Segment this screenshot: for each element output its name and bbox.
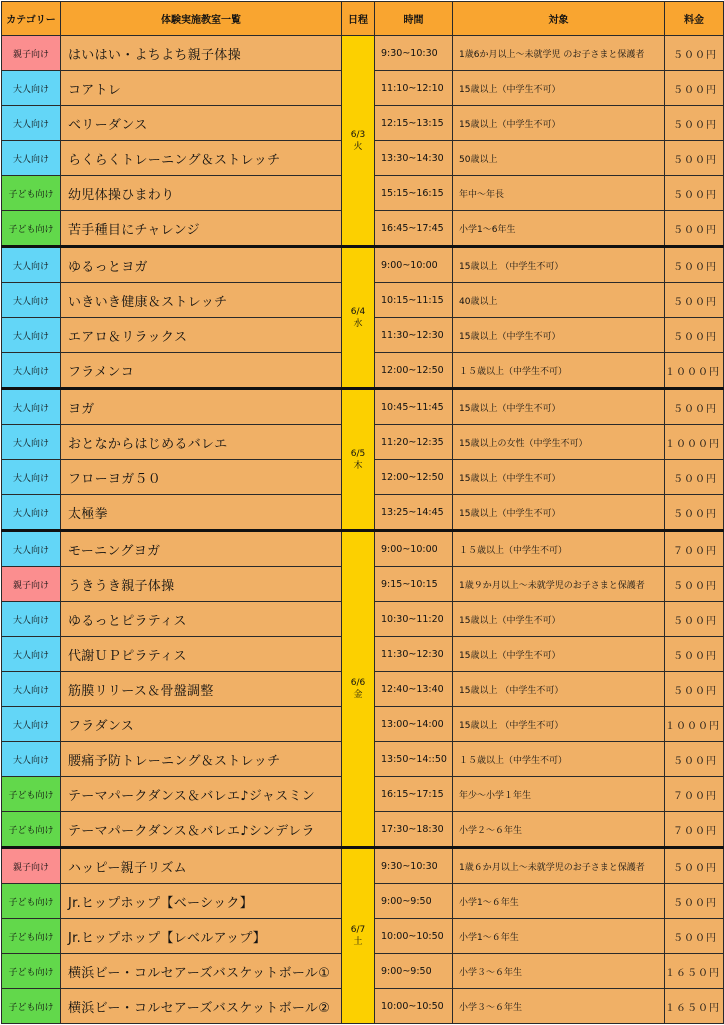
category-badge: 大人向け <box>2 707 61 742</box>
day-date: 6/7 <box>350 925 366 935</box>
class-name: 幼児体操ひまわり <box>61 176 342 211</box>
class-fee: ７００円 <box>665 531 724 567</box>
category-badge: 大人向け <box>2 460 61 495</box>
class-fee: ５００円 <box>665 176 724 211</box>
class-time: 12:00~12:50 <box>375 353 453 389</box>
category-badge: 大人向け <box>2 425 61 460</box>
table-row <box>2 531 724 567</box>
class-name: フローヨガ５０ <box>61 460 342 495</box>
class-time: 10:15~11:15 <box>375 283 453 318</box>
category-badge: 子ども向け <box>2 812 61 848</box>
category-badge: 大人向け <box>2 106 61 141</box>
class-time: 16:45~17:45 <box>375 211 453 247</box>
class-fee: ５００円 <box>665 283 724 318</box>
day-cell <box>342 531 375 848</box>
class-fee: ５００円 <box>665 36 724 71</box>
class-time: 11:20~12:35 <box>375 425 453 460</box>
class-target: 1歳６か月以上～未就学児のお子さまと保護者 <box>453 848 665 884</box>
class-fee: ５００円 <box>665 672 724 707</box>
class-target: 15歳以上（中学生不可） <box>453 602 665 637</box>
class-name: テーマパークダンス＆バレエ♪ジャスミン <box>61 777 342 812</box>
class-fee: ５００円 <box>665 884 724 919</box>
header-date: 日程 <box>342 2 375 36</box>
class-target: 15歳以上 （中学生不可） <box>453 707 665 742</box>
class-fee: ５００円 <box>665 211 724 247</box>
class-time: 12:40~13:40 <box>375 672 453 707</box>
class-fee: ５００円 <box>665 495 724 531</box>
category-badge: 親子向け <box>2 567 61 602</box>
category-badge: 子ども向け <box>2 919 61 954</box>
class-time: 9:00~9:50 <box>375 884 453 919</box>
class-fee: ５００円 <box>665 742 724 777</box>
class-fee: ５００円 <box>665 460 724 495</box>
class-target: 15歳以上 （中学生不可） <box>453 247 665 283</box>
class-target: 40歳以上 <box>453 283 665 318</box>
class-fee: ７００円 <box>665 777 724 812</box>
class-fee: ５００円 <box>665 637 724 672</box>
day-weekday: 木 <box>353 460 363 471</box>
class-time: 17:30~18:30 <box>375 812 453 848</box>
category-badge: 親子向け <box>2 36 61 71</box>
header-target: 対象 <box>453 2 665 36</box>
class-name: フラメンコ <box>61 353 342 389</box>
class-target: 小学３～６年生 <box>453 989 665 1024</box>
class-fee: ５００円 <box>665 247 724 283</box>
day-weekday: 金 <box>353 690 363 700</box>
category-badge: 親子向け <box>2 848 61 884</box>
class-target: 15歳以上の女性（中学生不可） <box>453 425 665 460</box>
class-name: エアロ＆リラックス <box>61 318 342 353</box>
class-time: 10:00~10:50 <box>375 989 453 1024</box>
class-fee: ５００円 <box>665 71 724 106</box>
class-fee: ５００円 <box>665 848 724 884</box>
class-target: 小学２～６年生 <box>453 812 665 848</box>
category-badge: 大人向け <box>2 602 61 637</box>
class-name: うきうき親子体操 <box>61 567 342 602</box>
class-target: 小学３～６年生 <box>453 954 665 989</box>
class-target: 15歳以上（中学生不可） <box>453 637 665 672</box>
class-time: 9:30~10:30 <box>375 36 453 71</box>
class-target: 小学1～６年生 <box>453 884 665 919</box>
category-badge: 大人向け <box>2 318 61 353</box>
table-row <box>2 389 724 425</box>
class-name: Jr.ヒップホップ【ベーシック】 <box>61 884 342 919</box>
class-name: はいはい・よちよち親子体操 <box>61 36 342 71</box>
class-name: 横浜ビー・コルセアーズバスケットボール① <box>61 954 342 989</box>
class-fee: １０００円 <box>665 707 724 742</box>
class-name: 代謝ＵＰピラティス <box>61 637 342 672</box>
class-target: 50歳以上 <box>453 141 665 176</box>
class-name: Jr.ヒップホップ【レベルアップ】 <box>61 919 342 954</box>
day-cell <box>342 36 375 247</box>
day-cell <box>342 848 375 1024</box>
category-badge: 大人向け <box>2 389 61 425</box>
table-row <box>2 848 724 884</box>
class-name: モーニングヨガ <box>61 531 342 567</box>
class-fee: １０００円 <box>665 425 724 460</box>
day-weekday: 火 <box>353 141 363 152</box>
header-time: 時間 <box>375 2 453 36</box>
class-time: 10:30~11:20 <box>375 602 453 637</box>
category-badge: 子ども向け <box>2 211 61 247</box>
class-name: ゆるっとピラティス <box>61 602 342 637</box>
class-time: 11:30~12:30 <box>375 637 453 672</box>
class-time: 9:30~10:30 <box>375 848 453 884</box>
class-target: 小学1～6年生 <box>453 211 665 247</box>
class-time: 11:10~12:10 <box>375 71 453 106</box>
class-fee: ５００円 <box>665 141 724 176</box>
day-cell <box>342 247 375 389</box>
category-badge: 子ども向け <box>2 989 61 1024</box>
class-name: フラダンス <box>61 707 342 742</box>
class-time: 11:30~12:30 <box>375 318 453 353</box>
class-name: 筋膜リリース＆骨盤調整 <box>61 672 342 707</box>
schedule-body <box>2 36 724 1024</box>
class-fee: ５００円 <box>665 318 724 353</box>
class-time: 12:15~13:15 <box>375 106 453 141</box>
category-badge: 大人向け <box>2 672 61 707</box>
category-badge: 大人向け <box>2 495 61 531</box>
class-name: 横浜ビー・コルセアーズバスケットボール② <box>61 989 342 1024</box>
class-name: らくらくトレーニング＆ストレッチ <box>61 141 342 176</box>
class-time: 9:15~10:15 <box>375 567 453 602</box>
class-target: 15歳以上（中学生不可） <box>453 318 665 353</box>
class-target: １５歳以上（中学生不可） <box>453 353 665 389</box>
category-badge: 子ども向け <box>2 176 61 211</box>
category-badge: 大人向け <box>2 247 61 283</box>
day-date: 6/6 <box>350 678 366 688</box>
class-time: 9:00~10:00 <box>375 247 453 283</box>
class-time: 13:30~14:30 <box>375 141 453 176</box>
day-date: 6/4 <box>350 306 366 317</box>
class-time: 10:00~10:50 <box>375 919 453 954</box>
class-fee: １６５０円 <box>665 954 724 989</box>
class-name: 太極拳 <box>61 495 342 531</box>
class-schedule-table <box>1 1 724 1024</box>
class-target: １５歳以上（中学生不可） <box>453 531 665 567</box>
class-target: 15歳以上（中学生不可） <box>453 106 665 141</box>
class-time: 13:25~14:45 <box>375 495 453 531</box>
class-name: 腰痛予防トレーニング＆ストレッチ <box>61 742 342 777</box>
day-weekday: 水 <box>353 318 363 329</box>
class-target: 小学1～６年生 <box>453 919 665 954</box>
day-weekday: 土 <box>353 937 363 947</box>
class-name: いきいき健康＆ストレッチ <box>61 283 342 318</box>
class-fee: ５００円 <box>665 389 724 425</box>
category-badge: 大人向け <box>2 141 61 176</box>
class-name: 苦手種目にチャレンジ <box>61 211 342 247</box>
class-target: 15歳以上（中学生不可） <box>453 495 665 531</box>
day-date: 6/5 <box>350 448 366 459</box>
header-fee: 料金 <box>665 2 724 36</box>
table-row <box>2 36 724 71</box>
category-badge: 子ども向け <box>2 884 61 919</box>
class-time: 13:00~14:00 <box>375 707 453 742</box>
class-time: 13:50~14::50 <box>375 742 453 777</box>
category-badge: 大人向け <box>2 283 61 318</box>
class-time: 12:00~12:50 <box>375 460 453 495</box>
header-row <box>2 2 724 36</box>
class-name: コアトレ <box>61 71 342 106</box>
class-name: ヨガ <box>61 389 342 425</box>
class-fee: １０００円 <box>665 353 724 389</box>
class-time: 10:45~11:45 <box>375 389 453 425</box>
class-time: 16:15~17:15 <box>375 777 453 812</box>
category-badge: 大人向け <box>2 531 61 567</box>
day-date: 6/3 <box>350 129 366 140</box>
class-target: 15歳以上（中学生不可） <box>453 460 665 495</box>
class-target: 1歳6か月以上～未就学児 のお子さまと保護者 <box>453 36 665 71</box>
class-time: 15:15~16:15 <box>375 176 453 211</box>
class-target: １５歳以上（中学生不可） <box>453 742 665 777</box>
class-target: 15歳以上（中学生不可） <box>453 389 665 425</box>
header-category: カテゴリー <box>2 2 61 36</box>
class-target: 年少～小学１年生 <box>453 777 665 812</box>
class-fee: ５００円 <box>665 602 724 637</box>
class-fee: ５００円 <box>665 919 724 954</box>
category-badge: 大人向け <box>2 71 61 106</box>
class-name: ベリーダンス <box>61 106 342 141</box>
class-fee: ５００円 <box>665 106 724 141</box>
class-name: ゆるっとヨガ <box>61 247 342 283</box>
class-time: 9:00~10:00 <box>375 531 453 567</box>
category-badge: 大人向け <box>2 353 61 389</box>
category-badge: 子ども向け <box>2 777 61 812</box>
category-badge: 大人向け <box>2 637 61 672</box>
class-fee: ５００円 <box>665 567 724 602</box>
class-target: 1歳９か月以上～未就学児のお子さまと保護者 <box>453 567 665 602</box>
class-fee: １６５０円 <box>665 989 724 1024</box>
class-name: ハッピー親子リズム <box>61 848 342 884</box>
day-cell <box>342 389 375 531</box>
class-target: 年中～年長 <box>453 176 665 211</box>
class-target: 15歳以上 （中学生不可） <box>453 672 665 707</box>
header-class-name: 体験実施教室一覧 <box>61 2 342 36</box>
table-row <box>2 247 724 283</box>
class-fee: ７００円 <box>665 812 724 848</box>
class-time: 9:00~9:50 <box>375 954 453 989</box>
class-name: テーマパークダンス＆バレエ♪シンデレラ <box>61 812 342 848</box>
category-badge: 子ども向け <box>2 954 61 989</box>
class-name: おとなからはじめるバレエ <box>61 425 342 460</box>
category-badge: 大人向け <box>2 742 61 777</box>
class-target: 15歳以上（中学生不可） <box>453 71 665 106</box>
